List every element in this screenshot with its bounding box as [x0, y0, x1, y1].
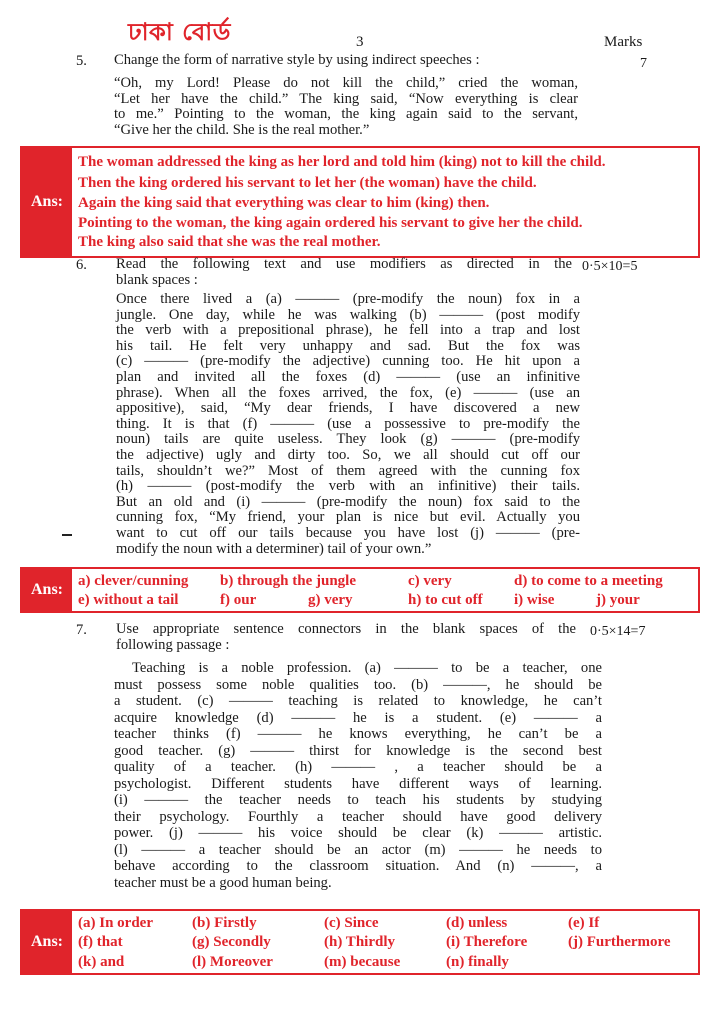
q6-line: (h) ——— (post-modify the verb with an infinitive) their tails.	[116, 478, 580, 495]
q5-line: “Let her have the child.” The king said, “Now everything is clear	[114, 90, 578, 107]
q6-marks: 0·5×10=5	[582, 259, 638, 274]
q6-line: the adjective) ugly and dirty too. So, we all should cut off our	[116, 446, 580, 463]
q6-answer-i: i) wise	[514, 592, 555, 608]
q6-line: cunning fox, “My friend, your plan is nice but evil. Actually you	[116, 509, 580, 526]
q5-answer-line: Again the king said that everything was clear to him (king) then.	[78, 195, 490, 211]
q7-answer-h: (h) Thirdly	[324, 934, 395, 950]
q5-answer-line: The king also said that she was the real mother.	[78, 234, 381, 250]
q6-answer-label: Ans:	[22, 569, 72, 611]
q6-line: appositive), said, “My dear friends, I have discovered a new	[116, 400, 580, 417]
q6-line: But an old and (i) ——— (pre-modify the noun) fox said to the	[116, 493, 580, 510]
q6-answer-d: d) to come to a meeting	[514, 573, 663, 589]
q5-answer-line: Pointing to the woman, the king again ordered his servant to give her the child.	[78, 215, 583, 231]
q6-line: jungle. One day, while he was walking (b) ——— (post modify	[116, 306, 580, 323]
q6-line: want to cut off our tails because you have lost (j) ——— (pre-	[116, 524, 580, 541]
q7-line: behave according to the classroom situation. And (n) ———, a	[114, 858, 602, 874]
q6-passage	[116, 292, 580, 557]
marks-heading: Marks	[604, 34, 643, 50]
q7-answer-f: (f) that	[78, 934, 123, 950]
q6-answer-body	[78, 569, 694, 611]
q6-line: noun) tails are quite useless. They look (g) ——— (pre-modify	[116, 431, 580, 448]
q7-passage	[114, 660, 602, 891]
q7-number: 7.	[76, 622, 87, 638]
q5-answer-box	[20, 146, 700, 258]
q6-line: (c) ——— (pre-modify the adjective) cunning too. He hit upon a	[116, 353, 580, 370]
q6-instruction-line: Read the following text and use modifiers as directed in the	[116, 256, 572, 272]
q7-line: acquire knowledge (d) ——— he is a student. (e) ——— a	[114, 709, 602, 726]
q5-line: to me.” Pointing to the woman, the king again said to the servant,	[114, 106, 578, 123]
q6-answer-c: c) very	[408, 573, 452, 589]
q7-line: teacher must be a good human being.	[114, 874, 332, 891]
q6-line: thing. It is that (f) ——— (use a possessive to pre-modify the	[116, 415, 580, 432]
q6-line: tails, shouldn’t we?” Most of them agreed with the cunning fox	[116, 462, 580, 479]
q5-passage	[114, 76, 578, 138]
board-title: ঢাকা বোর্ড	[128, 18, 231, 46]
q6-line: his tail. He felt very unhappy and sad. But the fox was	[116, 337, 580, 354]
q5-line: “Oh, my Lord! Please do not kill the child,” cried the woman,	[114, 75, 578, 91]
q7-line: a student. (c) ——— teaching is related to knowledge, he can’t	[114, 693, 602, 709]
q7-answer-c: (c) Since	[324, 915, 379, 931]
margin-dash	[62, 534, 72, 536]
q7-instruction-line: Use appropriate sentence connectors in the blank spaces of the	[116, 621, 576, 637]
q7-answer-m: (m) because	[324, 954, 401, 970]
q7-answer-j: (j) Furthermore	[568, 934, 671, 950]
q6-instruction-line: blank spaces :	[116, 271, 198, 288]
q6-answer-f: f) our	[220, 592, 257, 608]
q5-answer-body	[78, 148, 694, 256]
q7-answer-b: (b) Firstly	[192, 915, 257, 931]
q6-answer-j: j) your	[596, 592, 640, 608]
q7-answer-i: (i) Therefore	[446, 934, 528, 950]
q7-answer-g: (g) Secondly	[192, 934, 271, 950]
q5-marks: 7	[640, 56, 647, 71]
q7-answer-d: (d) unless	[446, 915, 508, 931]
q7-answer-body	[78, 911, 694, 973]
q7-answer-n: (n) finally	[446, 954, 509, 970]
q7-instruction	[116, 622, 576, 653]
q7-answer-box	[20, 909, 700, 975]
q5-answer-label: Ans:	[22, 148, 72, 256]
q6-number: 6.	[76, 257, 87, 273]
q7-answer-l: (l) Moreover	[192, 954, 273, 970]
q5-instruction: Change the form of narrative style by using indirect speeches :	[114, 52, 480, 68]
q5-line: “Give her the child. She is the real mother.”	[114, 121, 370, 138]
q7-line: must possess some noble qualities too. (b) ———, he should be	[114, 676, 602, 693]
q7-marks: 0·5×14=7	[590, 624, 646, 639]
q6-answer-e: e) without a tail	[78, 592, 179, 608]
q5-answer-line: The woman addressed the king as her lord and told him (king) not to kill the child.	[78, 154, 606, 170]
q7-answer-a: (a) In order	[78, 915, 153, 931]
q6-answer-b: b) through the jungle	[220, 573, 356, 589]
q6-line: the verb with a prepositional phrase), he fell into a trap and lost	[116, 322, 580, 339]
q7-instruction-line: following passage :	[116, 636, 230, 653]
q7-line: their psychology. Fourthly a teacher should have good delivery	[114, 808, 602, 825]
q6-line: modify the noun with a determiner) tail of your own.”	[116, 540, 432, 557]
q7-answer-k: (k) and	[78, 954, 125, 970]
q6-line: Once there lived a (a) ——— (pre-modify the noun) fox in a	[116, 291, 580, 307]
q7-line: power. (j) ——— his voice should be clear (k) ——— artistic.	[114, 825, 602, 841]
q7-answer-e: (e) If	[568, 915, 600, 931]
q7-line: psychologist. Different students have different ways of learning.	[114, 775, 602, 792]
q6-instruction	[116, 257, 572, 288]
q6-answer-g: g) very	[308, 592, 353, 608]
q6-answer-a: a) clever/cunning	[78, 573, 189, 589]
q7-answer-label: Ans:	[22, 911, 72, 973]
q6-line: plan and invited all the foxes (d) ——— (use an infinitive	[116, 368, 580, 385]
q7-line: good teacher. (g) ——— thirst for knowledge is the second best	[114, 742, 602, 759]
q7-line: Teaching is a noble profession. (a) ——— to be a teacher, one	[132, 660, 602, 676]
page-number: 3	[356, 34, 364, 50]
q6-answer-box	[20, 567, 700, 613]
q7-line: teacher thinks (f) ——— he knows everything, he can’t be a	[114, 726, 602, 742]
q7-line: (l) ——— a teacher should be an actor (m) ——— he needs to	[114, 841, 602, 858]
q7-line: quality of a teacher. (h) ——— , a teacher should be a	[114, 759, 602, 775]
q5-number: 5.	[76, 53, 87, 69]
q5-answer-line: Then the king ordered his servant to let her (the woman) have the child.	[78, 175, 537, 191]
q7-line: (i) ——— the teacher needs to teach his students by studying	[114, 792, 602, 808]
q6-line: phrase). When all the foxes arrived, the fox, (e) ——— (use an	[116, 384, 580, 401]
q6-answer-h: h) to cut off	[408, 592, 483, 608]
